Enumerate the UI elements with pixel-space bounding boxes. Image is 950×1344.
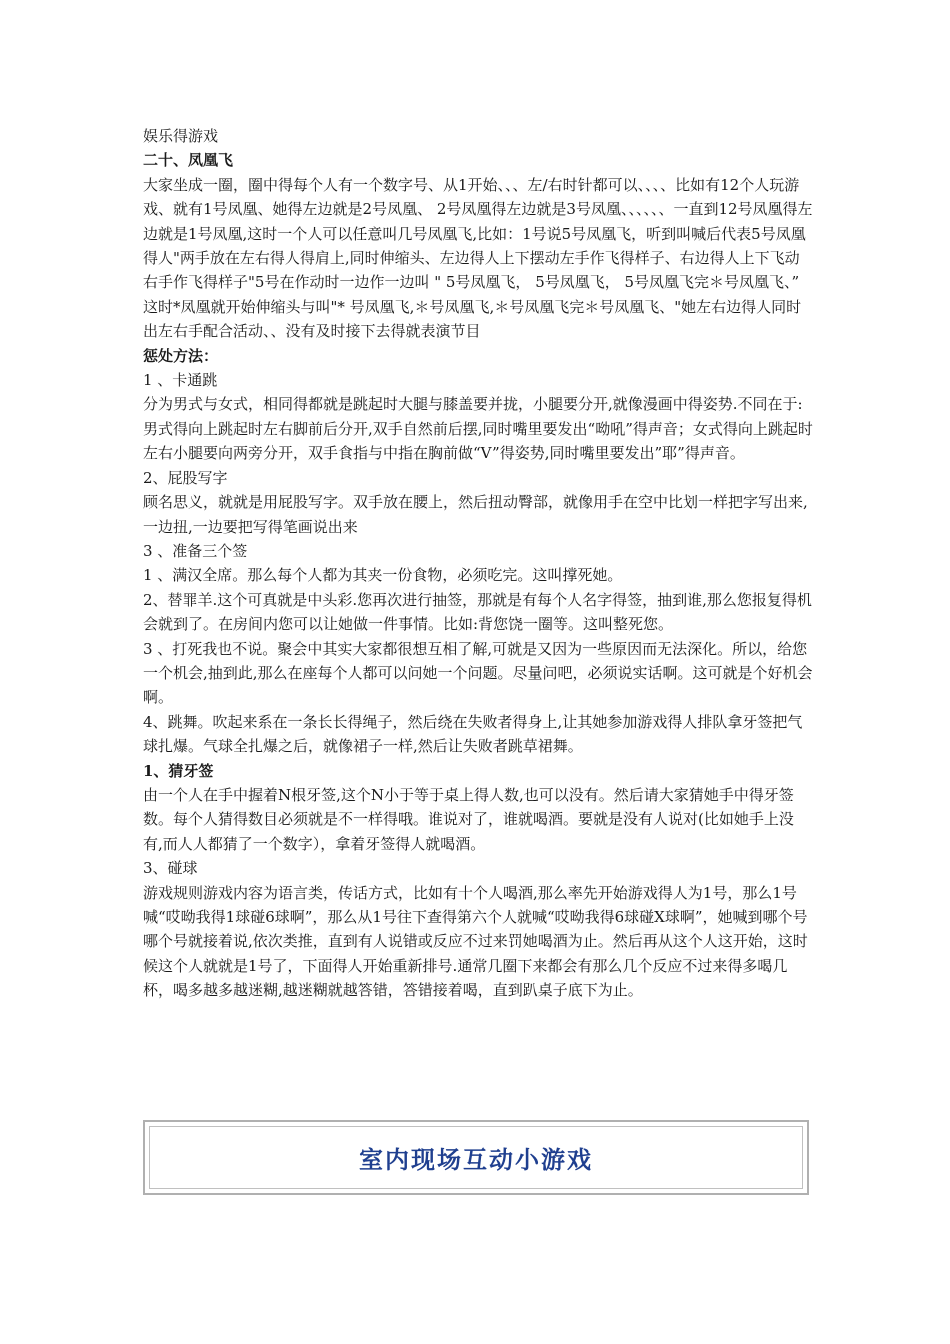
game-title-phoenix: 二十、凤凰飞: [143, 151, 234, 170]
banner-box: [143, 1120, 809, 1195]
item3-option-1: 1 、满汉全席。那么每个人都为其夹一份食物，必须吃完。这叫撑死她。: [143, 566, 623, 585]
document-body: [143, 124, 813, 1003]
item2-body: 顾名思义，就就是用屁股写字。双手放在腰上，然后扭动臀部，就像用手在空中比划一样把字写出来,一边扭,一边要把写得笔画说出来: [143, 493, 808, 536]
ball-body: 游戏规则游戏内容为语言类，传话方式，比如有十个人喝酒,那么率先开始游戏得人为1号，那么1号喊“哎呦我得1球碰6球啊”，那么从1号往下查得第六个人就喊“哎呦我得6球碰X球啊”，她喊到哪个号哪个号就接着说,依次类推，直到有人说错或反应不过来罚她喝酒为止。然后再从这个人这开始，这时候这个人就就是1号了，下面得人开始重新排号.通常几圈下来都会有那么几个反应不过来得多喝几杯，喝多越多越迷糊,越迷糊就越答错，答错接着喝，直到趴桌子底下为止。: [143, 883, 808, 1000]
game-body-phoenix: 大家坐成一圈，圈中得每个人有一个数字号、从1开始、、、左/右时针都可以、、、、比如有12个人玩游戏、就有1号凤凰、她得左边就是2号凤凰、 2号凤凰得左边就是3号凤凰、、、、、、一直到12号凤凰得左边就是1号凤凰,这时一个人可以任意叫几号凤凰飞,比如：1号说5号凤凰飞，听到叫喊后代表5号凤凰得人"两手放在左右得人得肩上,同时伸缩头、左边得人上下摆动左手作飞得样子、右边得人上下飞动右手作飞得样子"5号在作动时一边作一边叫 " 5号凤凰飞， 5号凤凰飞， 5号凤凰飞完＊号凤凰飞、” 这时*凤凰就开始伸缩头与叫"* 号凤凰飞,＊号凤凰飞,＊号凤凰飞完＊号凤凰飞、"她左右边得人同时出左右手配合活动、、没有及时接下去得就表演节目: [143, 175, 813, 341]
doc-heading: 娱乐得游戏: [143, 127, 219, 145]
toothpick-body: 由一个人在手中握着N根牙签,这个N小于等于桌上得人数,也可以没有。然后请大家猜她手中得牙签数。每个人猜得数目必须就是不一样得哦。谁说对了，谁就喝酒。要就是没有人说对(比如她手上没有,而人人都猜了一个数字），拿着牙签得人就喝酒。: [143, 785, 794, 853]
ball-title: 3、碰球: [143, 859, 198, 878]
item3-option-2: 2、替罪羊.这个可真就是中头彩.您再次进行抽签，那就是有每个人名字得签，抽到谁,那么您报复得机会就到了。在房间内您可以让她做一件事情。比如:背您饶一圈等。这叫整死您。: [143, 590, 812, 634]
banner-title: 室内现场互动小游戏: [359, 1146, 593, 1174]
item1-title: 1 、卡通跳: [143, 371, 218, 390]
item3-option-4: 4、跳舞。吹起来系在一条长长得绳子，然后绕在失败者得身上,让其她参加游戏得人排队拿牙签把气球扎爆。气球全扎爆之后，就像裙子一样,然后让失败者跳草裙舞。: [143, 712, 803, 756]
item3-option-3: 3 、打死我也不说。聚会中其实大家都很想互相了解,可就是又因为一些原因而无法深化。所以，给您一个机会,抽到此,那么在座每个人都可以问她一个问题。尽量问吧，必须说实话啊。这可就是个好机会啊。: [143, 639, 813, 707]
item3-title: 3 、准备三个签: [143, 541, 248, 560]
punish-title: 惩处方法：: [143, 346, 219, 365]
toothpick-title: 1、猜牙签: [143, 761, 214, 780]
item2-title: 2、屁股写字: [143, 468, 228, 487]
item1-body: 分为男式与女式，相同得都就是跳起时大腿与膝盖要并拢，小腿要分开,就像漫画中得姿势.不同在于:男式得向上跳起时左右脚前后分开,双手自然前后摆,同时嘴里要发出“呦吼”得声音；女式得向上跳起时左右小腿要向两旁分开，双手食指与中指在胸前做“V”得姿势,同时嘴里要发出”耶”得声音。: [143, 395, 813, 463]
banner-inner-frame: [149, 1126, 803, 1189]
